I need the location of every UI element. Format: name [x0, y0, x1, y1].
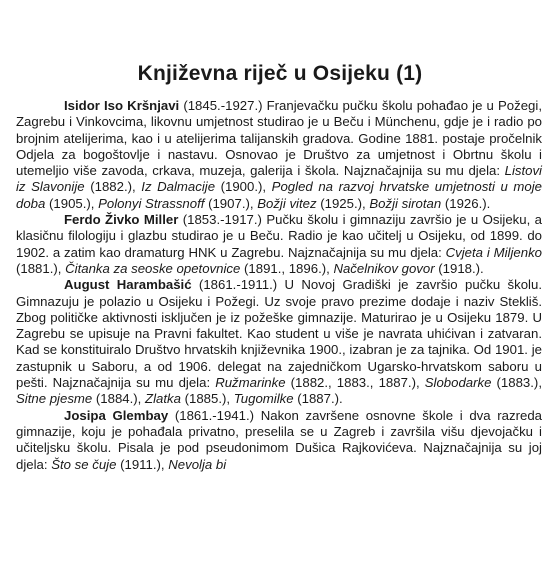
author-name: August Harambašić: [64, 277, 192, 293]
work-title: Božji sirotan: [369, 195, 442, 211]
entry-glembay: Josipa Glembay (1861.-1941.) Nakon završene osnovne škole i dva razreda gimnazije, koju je pohađala privatno, preselila se u Zagreb i završila višu djevojačku i učiteljsku školu. Pisala je pod pseudonimom Dušica Rajkovićeva. Najznačajnija su joj djela: Što se čuje (1911.), Nevolja bi: [16, 407, 542, 472]
article-body: [16, 98, 542, 473]
entry-harambasic: August Harambašić (1861.-1911.) U Novoj Gradiški je završio pučku školu. Gimnazuju je polazio u Osijeku i Požegi. Uz svoje pravo prezime dodaje i naziv Stekliš. Zbog političke aktivnosti isključen je iz požeške gimnazije. Maturirao je u Osijeku 1879. U Zagrebu se upisuje na Pravni fakultet. Kao student u više je navrata uhićivan i zatvaran. Kad se konstituiralo Društvo hrvatskih književnika 1900., izabran je za tajnika. Od 1901. je zastupnik u Saboru, a od 1906. delegat na zajedničkom Ugarsko-hrvatskom saboru u pešti. Najznačajnija su mu djela: Ružmarinke (1882., 1883., 1887.), Slobodarke (1883.), Sitne pjesme (1884.), Zlatka (1885.), Tugomilke (1887.).: [16, 277, 542, 407]
work-title: Božji vitez: [257, 195, 317, 211]
work-title: Načelnikov govor: [333, 260, 435, 276]
work-title: Tugomilke: [233, 391, 294, 407]
entry-krsnjavi: Isidor Iso Kršnjavi (1845.-1927.) Franjevačku pučku školu pohađao je u Požegi, Zagrebu i Vinkovcima, likovnu umjetnost studirao je u Beču i Münchenu, gdje je i radio po brojnim atelijerima, kao i u atelijerima talijanskih gradova. Godine 1881. postaje pročelnik Odjela za bogoštovlje i nastavu. Osnovao je Društvo za umjetnost i Obrtnu školu i utemeljio više zavoda, crkava, muzeja, galerija i škola. Najznačajnija su mu djela: Listovi iz Slavonije (1882.), Iz Dalmacije (1900.), Pogled na razvoj hrvatske umjetnosti u moje doba (1905.), Polonyi Strassnoff (1907.), Božji vitez (1925.), Božji sirotan (1926.).: [16, 98, 542, 211]
work-title: Sitne pjesme: [16, 391, 93, 407]
work-title: Što se čuje: [51, 456, 117, 472]
entry-miller: Ferdo Živko Miller (1853.-1917.) Pučku školu i gimnaziju završio je u Osijeku, a klasičnu filologiju i glazbu studirao je u Beču. Radio je kao učitelj u Osijeku, od 1899. do 1902. a zatim kao dramaturg HNK u Zagrebu. Najznačajnija su mu djela: Cvjeta i Miljenko (1881.), Čitanka za seoske opetovnice (1891., 1896.), Načelnikov govor (1918.).: [16, 212, 542, 276]
work-title: Zlatka: [145, 391, 181, 407]
work-title: Nevolja bi: [168, 456, 227, 472]
author-name: Josipa Glembay: [64, 407, 169, 423]
page-title: Književna riječ u Osijeku (1): [137, 62, 423, 85]
author-name: Isidor Iso Kršnjavi: [64, 98, 180, 113]
work-title: Cvjeta i Miljenko: [445, 244, 542, 260]
work-title: Slobodarke: [424, 375, 492, 391]
work-title: Polonyi Strassnoff: [98, 195, 205, 211]
work-title: Čitanka za seoske opetovnice: [65, 260, 241, 276]
author-name: Ferdo Živko Miller: [64, 212, 179, 228]
work-title: Ružmarinke: [215, 375, 286, 391]
work-title: Iz Dalmacije: [141, 179, 216, 195]
work-title: Pogled na razvoj hrvatske umjetnosti u moje doba: [16, 179, 542, 211]
work-title: Listovi iz Slavonije: [16, 163, 542, 195]
